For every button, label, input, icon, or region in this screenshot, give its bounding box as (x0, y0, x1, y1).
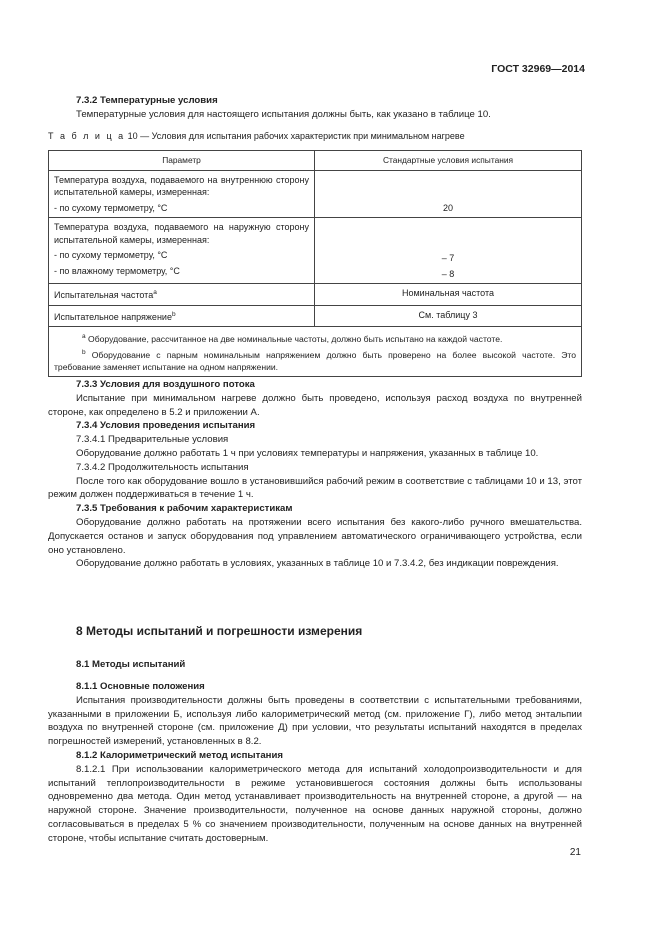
section-heading: 8.1.1 Основные положения (76, 681, 205, 692)
paragraph: Испытание при минимальном нагреве должно быть проведено, используя расход воздуха по внутренней стороне, как определено в 5.2 и приложении А. (48, 392, 582, 418)
section-heading: 8.1.2 Калориметрический метод испытания (76, 749, 283, 761)
table-caption-text: 10 — Условия для испытания рабочих характеристик при минимальном нагреве (125, 131, 465, 141)
paragraph: Оборудование должно работать в условиях, указанных в таблице 10 и 7.3.4.2, без индикации повреждения. (76, 558, 559, 570)
subsection-heading: 7.3.4.1 Предварительные условия (76, 434, 229, 446)
section-8-1 (48, 658, 582, 672)
section-heading: 7.3.5 Требования к рабочим характеристикам (76, 503, 293, 515)
table-cell-text: Испытательное напряжение (54, 311, 172, 322)
table-footnote-a: $^a$ Оборудование, рассчитанное на две номинальные частоты, должно быть испытано на каждой частоте. (82, 333, 503, 344)
section-heading: 8.1 Методы испытаний (76, 659, 186, 670)
table-cell-text: - по сухому термометру, °С (54, 202, 168, 213)
section-heading: 7.3.3 Условия для воздушного потока (76, 379, 255, 390)
table-row (49, 170, 582, 218)
page-number: 21 (569, 847, 581, 858)
footnote-marker: a (153, 289, 157, 296)
subsection-heading: 7.3.4.2 Продолжительность испытания (76, 461, 249, 473)
table-notes-row (49, 327, 582, 377)
footnote-marker: b (171, 310, 176, 318)
table-caption-prefix: Т а б л и ц а (48, 131, 126, 141)
table-row (49, 305, 582, 327)
paragraph: 8.1.2.1 При использовании калориметрического метода для испытаний холодопроизводительности и для испытаний теплопроизводительности в режиме установившегося состояния должны быть использованы одновременно два метода. Один метод устанавливает производительность на внутренней стороне, а другой — на наружной стороне. Значение производительности, полученное на основе данных наружной стороны, должно согласовываться в пределах 5 % со значением производительности, полученным на основе данных на внутренней стороне, чтобы испытание считать достоверным. (48, 763, 582, 844)
sections-8-1-1-to-8-1-2 (48, 680, 582, 846)
table-row (49, 284, 582, 306)
paragraph: Температурные условия для настоящего испытания должны быть, как указано в таблице 10. (76, 108, 491, 120)
table-cell-text: Температура воздуха, подаваемого на внутреннюю сторону испытательной камеры, измеренная: (54, 174, 309, 197)
section-7-3-2 (48, 94, 582, 122)
table-caption (48, 131, 582, 141)
column-header-parameter: Параметр (49, 151, 315, 171)
chapter-heading: 8 Методы испытаний и погрешности измерения (76, 624, 363, 638)
table-cell-text: - по влажному термометру, °С (54, 265, 180, 276)
table-cell-text: - по сухому термометру, °С (54, 250, 168, 260)
conditions-table (48, 150, 582, 377)
paragraph: Оборудование должно работать 1 ч при условиях температуры и напряжения, указанных в таблице 10. (76, 447, 539, 459)
section-heading: 7.3.4 Условия проведения испытания (76, 420, 256, 432)
table-cell-value: – 8 (441, 268, 455, 279)
table-cell-value: Номинальная частота (315, 284, 582, 306)
sections-7-3-3-to-7-3-5 (48, 378, 582, 571)
paragraph: Оборудование должно работать на протяжении всего испытания без какого-либо ручного вмешательства. Допускается останов и запуск оборудования под управлением автоматического ограничивающего устройства, если оно установлено. (48, 516, 582, 556)
table-cell-text: Температура воздуха, подаваемого на наружную сторону испытательной камеры, измеренная: (54, 222, 309, 245)
table-cell-value: См. таблицу 3 (315, 305, 582, 327)
table-cell-text: Испытательная частота (54, 290, 154, 300)
column-header-standard-conditions: Стандартные условия испытания (315, 151, 582, 171)
table-row (49, 218, 582, 284)
paragraph: После того как оборудование вошло в установившийся рабочий режим в соответствие с таблицами 10 и 13, этот режим должен поддерживаться в течение 1 ч. (48, 475, 582, 501)
section-heading: 7.3.2 Температурные условия (76, 95, 218, 106)
paragraph: Испытания производительности должны быть проведены в соответствии с испытательными требованиями, указанными в приложении Б, используя либо калориметрический метод (см. приложение Г), либо метод энтальпии воздуха по внутренней стороне (см. приложение Д) при условии, что результаты испытаний находятся в пределах погрешностей измерений, установленных в 8.2. (48, 694, 582, 748)
table-cell-value: 20 (442, 202, 453, 213)
table-header-row (49, 151, 582, 171)
document-code: ГОСТ 32969—2014 (491, 63, 585, 75)
table-footnote-b: $^b$ Оборудование с парным номинальным напряжением должно быть проверено на более высокой частоте. Это требование заменяет испытание на одном напряжении. (54, 349, 576, 372)
table-cell-value: – 7 (441, 253, 455, 263)
